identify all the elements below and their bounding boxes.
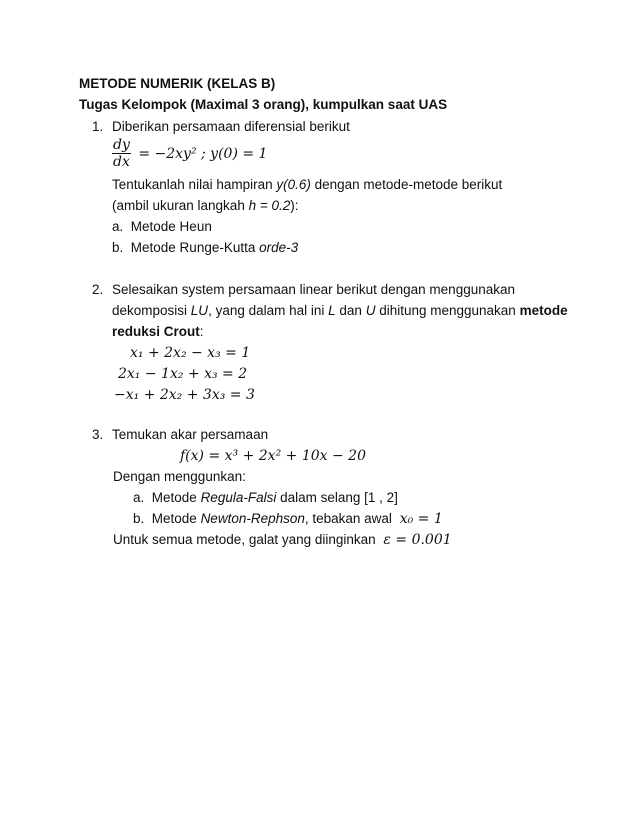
q1-option-a-label: a.	[112, 219, 124, 234]
document-title: METODE NUMERIK (KELAS B)	[79, 76, 276, 91]
q1-ode	[112, 137, 267, 170]
q3-option-a-method: Regula-Falsi	[200, 490, 277, 505]
q1-step-pre: (ambil ukuran langkah	[112, 198, 249, 213]
q2-line2-d: dihitung menggunakan	[375, 303, 520, 318]
q3-option-a-label: a.	[133, 490, 145, 505]
q3-using: Dengan menggunkan:	[113, 469, 246, 484]
q3-number: 3.	[92, 427, 104, 442]
q1-step-value: h = 0.2	[248, 198, 291, 213]
q3-initial-guess: x₀ = 1	[399, 511, 443, 527]
q2-line2-b: , yang dalam hal ini	[208, 303, 329, 318]
q1-option-b-order: orde-3	[259, 240, 299, 255]
q2-u: U	[365, 303, 376, 318]
q1-option-a-text: Metode Heun	[130, 219, 212, 234]
q3-option-b-label: b.	[133, 511, 145, 526]
q2-line2	[112, 302, 568, 320]
q3-closing	[113, 531, 452, 549]
q3-intro: Temukan akar persamaan	[112, 427, 269, 442]
q1-step-post: ):	[290, 198, 299, 213]
q3-option-a-post: dalam selang [1 , 2]	[276, 490, 398, 505]
q2-line3	[112, 323, 204, 341]
q1-option-b-label: b.	[112, 240, 124, 255]
q2-line2-bold: metode	[519, 303, 568, 318]
q1-number: 1.	[92, 119, 104, 134]
q2-equation-1: x₁ + 2x₂ − x₃ = 1	[130, 345, 251, 361]
q2-equation-3: −x₁ + 2x₂ + 3x₃ = 3	[114, 387, 255, 403]
q1-task	[112, 176, 502, 194]
q1-task-post: dengan metode-metode berikut	[310, 177, 503, 192]
ode-fraction	[112, 137, 131, 170]
q2-line2-a: dekomposisi	[112, 303, 191, 318]
ode-rhs: = −2xy² ; y(0) = 1	[138, 145, 268, 162]
q3-equation: f(x) = x³ + 2x² + 10x − 20	[180, 448, 366, 464]
q3-option-a-pre: Metode	[151, 490, 201, 505]
q3-tolerance: ε = 0.001	[383, 532, 452, 548]
q1-option-b-text: Metode Runge-Kutta	[130, 240, 260, 255]
q2-line1: Selesaikan system persamaan linear berikut dengan menggunakan	[112, 282, 515, 297]
ode-denominator: dx	[113, 154, 130, 170]
q2-line2-c: dan	[335, 303, 366, 318]
q2-line3-end: :	[199, 324, 204, 339]
q3-option-b	[133, 510, 443, 528]
document-subtitle: Tugas Kelompok (Maximal 3 orang), kumpulkan saat UAS	[79, 97, 448, 112]
q3-option-b-post: , tebakan awal	[304, 511, 396, 526]
q2-equation-2: 2x₁ − 1x₂ + x₃ = 2	[118, 366, 248, 382]
q2-lu: LU	[190, 303, 209, 318]
q1-step	[112, 197, 299, 215]
q3-option-a	[133, 489, 398, 507]
q1-task-target: y(0.6)	[276, 177, 311, 192]
q2-l: L	[328, 303, 336, 318]
ode-numerator: dy	[113, 137, 130, 153]
q2-number: 2.	[92, 282, 104, 297]
q3-closing-text: Untuk semua metode, galat yang diinginkan	[113, 532, 380, 547]
q1-intro: Diberikan persamaan diferensial berikut	[112, 119, 350, 134]
q1-option-b	[112, 239, 298, 257]
q1-task-pre: Tentukanlah nilai hampiran	[112, 177, 277, 192]
q3-option-b-pre: Metode	[151, 511, 201, 526]
q3-option-b-method: Newton-Rephson	[200, 511, 305, 526]
q1-option-a	[112, 218, 212, 236]
q2-line3-bold: reduksi Crout	[112, 324, 200, 339]
